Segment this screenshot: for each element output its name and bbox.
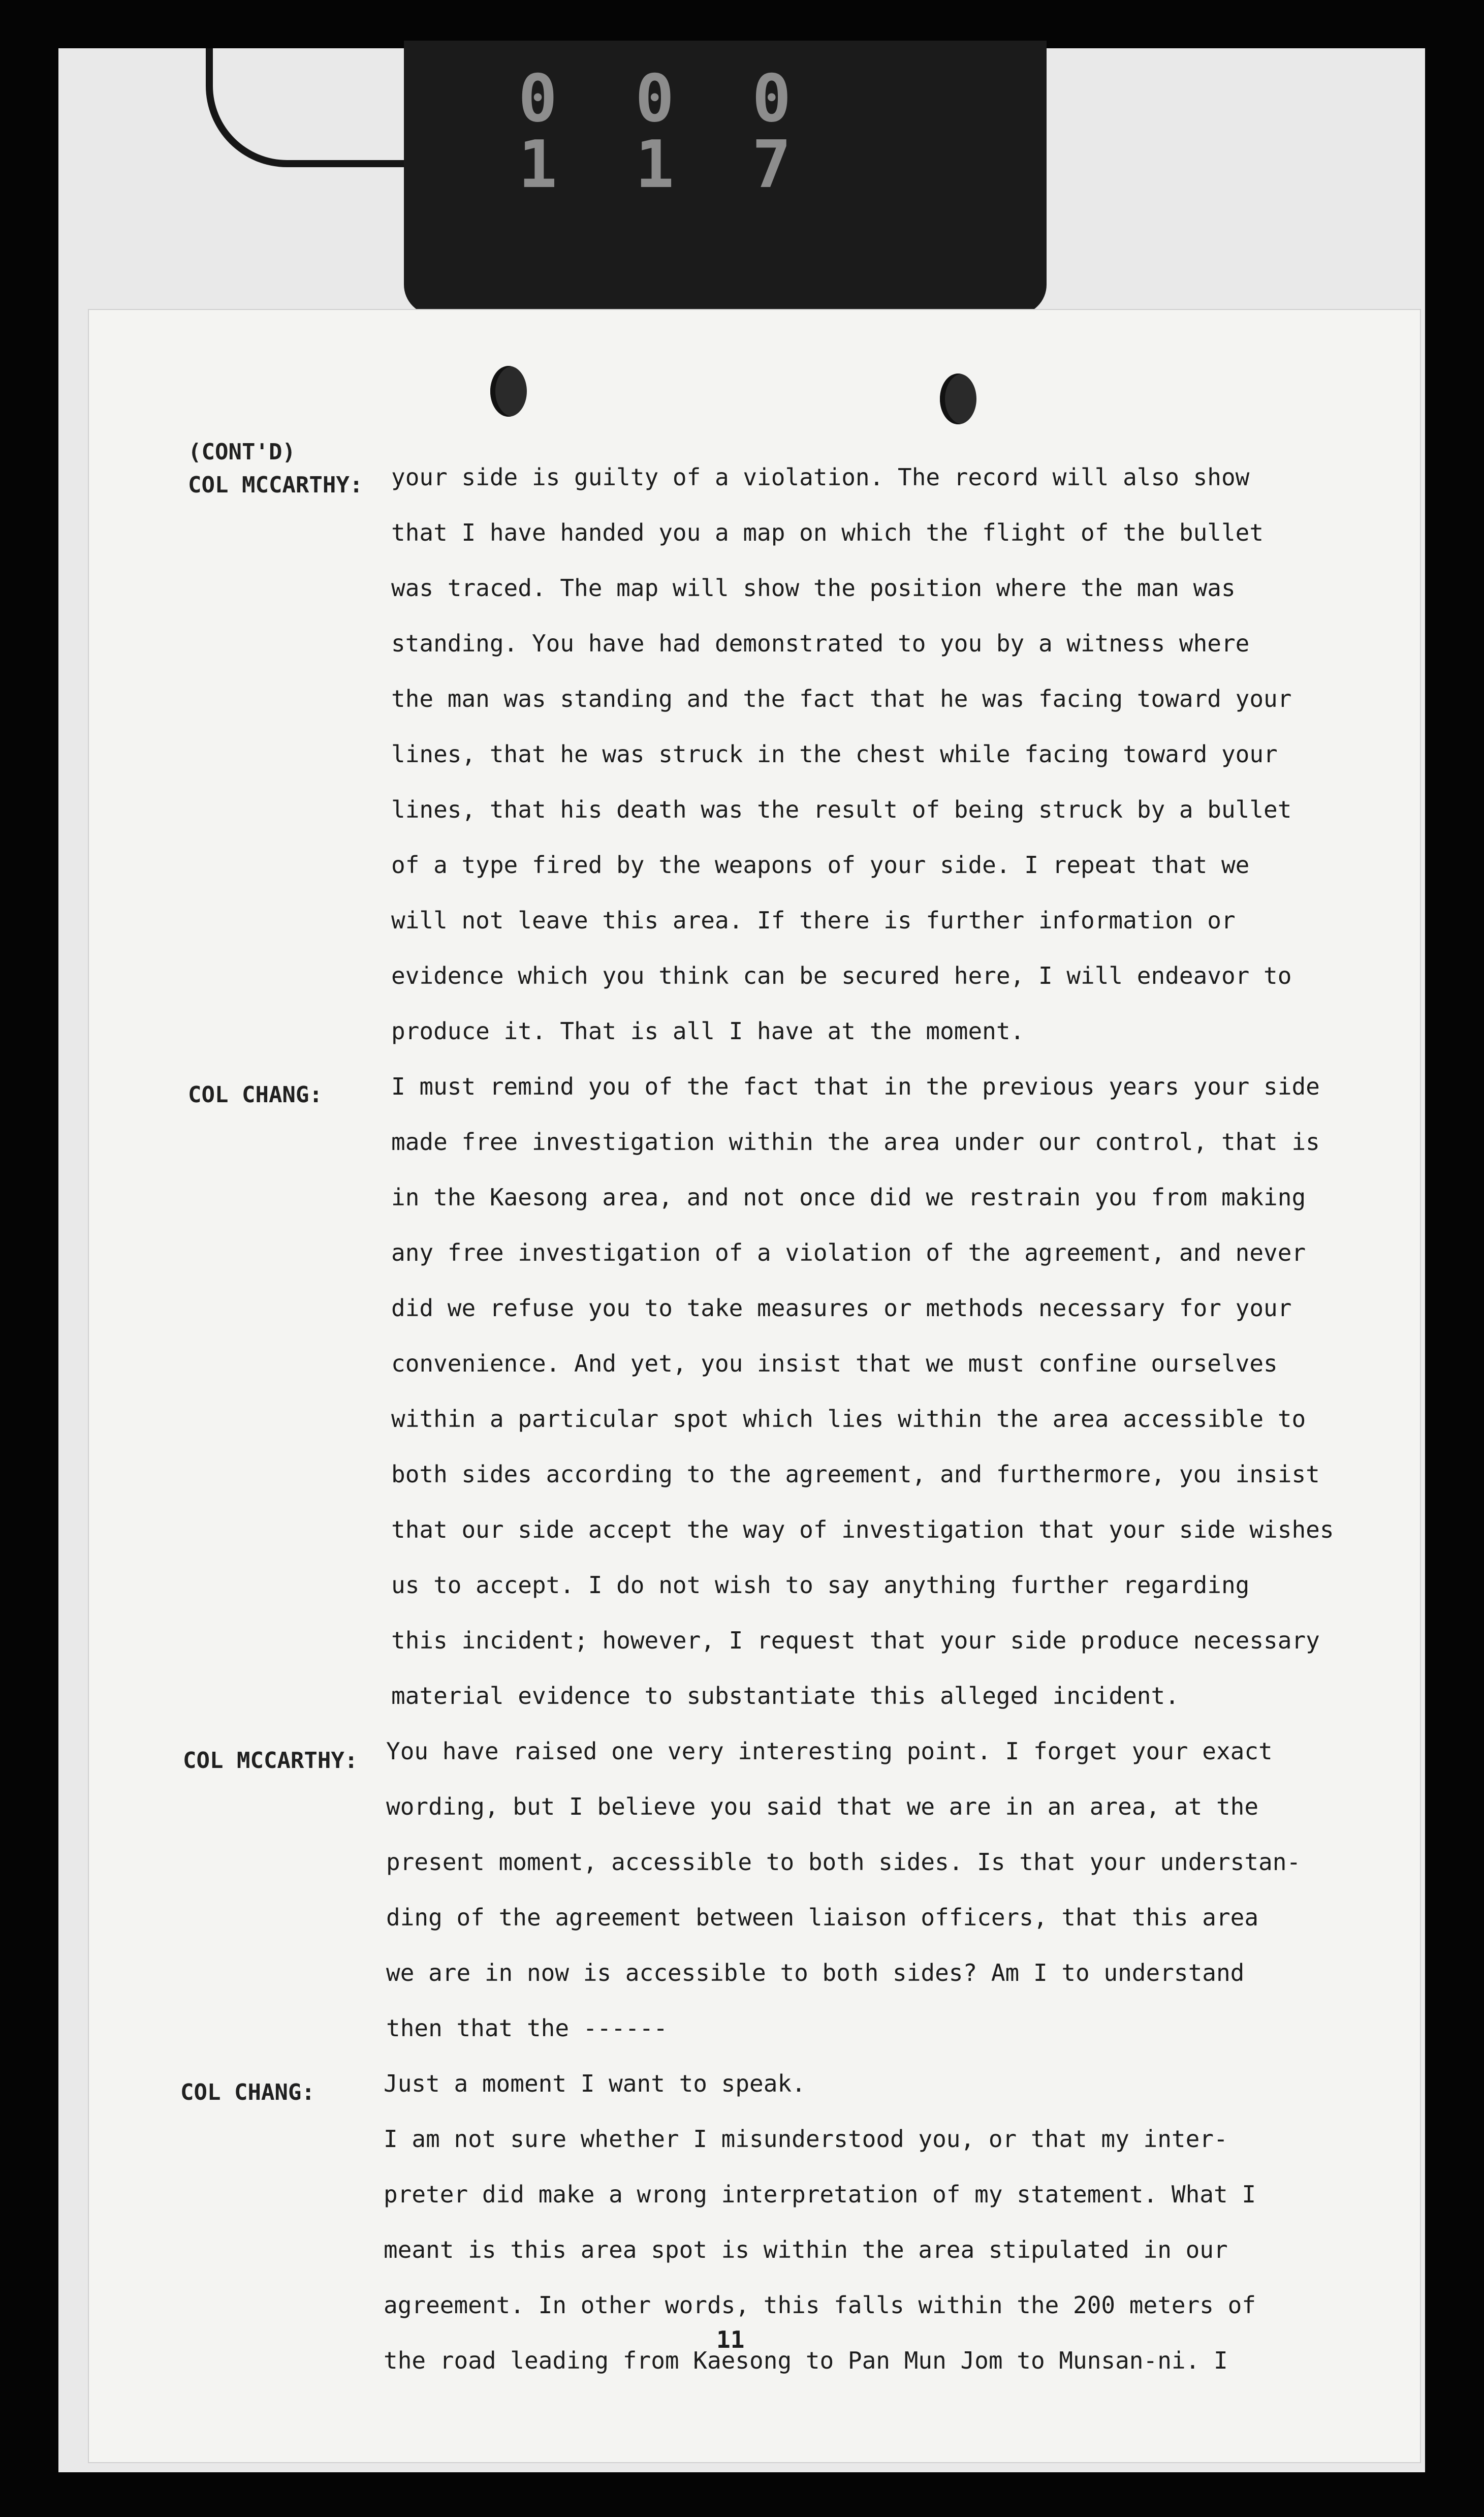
transcript-line: the man was standing and the fact that he was facing toward your: [391, 685, 1292, 712]
transcript-line: us to accept. I do not wish to say anything further regarding: [391, 1571, 1250, 1599]
transcript-line: that I have handed you a map on which the flight of the bullet: [391, 519, 1264, 546]
speaker-label: COL MCCARTHY:: [188, 472, 363, 498]
transcript-line: evidence which you think can be secured here, I will endeavor to: [391, 962, 1292, 989]
transcript-line: agreement. In other words, this falls within the 200 meters of: [384, 2291, 1256, 2319]
transcript-line: we are in now is accessible to both sides? Am I to understand: [386, 1959, 1245, 1986]
transcript-line: wording, but I believe you said that we are in an area, at the: [386, 1793, 1259, 1820]
transcript-line: made free investigation within the area under our control, that is: [391, 1128, 1320, 1156]
continuation-marker: (CONT'D): [188, 439, 296, 465]
transcript-line: within a particular spot which lies within the area accessible to: [391, 1405, 1306, 1433]
transcript-line: present moment, accessible to both sides. Is that your understan-: [386, 1848, 1301, 1876]
transcript-line: material evidence to substantiate this alleged incident.: [391, 1682, 1179, 1710]
page-number: 11: [716, 2326, 745, 2353]
transcript-line: You have raised one very interesting point. I forget your exact: [386, 1737, 1273, 1765]
transcript-line: your side is guilty of a violation. The record will also show: [391, 463, 1250, 491]
transcript-line: convenience. And yet, you insist that we must confine ourselves: [391, 1350, 1278, 1377]
transcript-line: both sides according to the agreement, and furthermore, you insist: [391, 1461, 1320, 1488]
transcript-line: did we refuse you to take measures or methods necessary for your: [391, 1294, 1292, 1322]
transcript-line: then that the ------: [386, 2014, 668, 2042]
transcript-line: of a type fired by the weapons of your side. I repeat that we: [391, 851, 1250, 879]
transcript-line: lines, that his death was the result of being struck by a bullet: [391, 796, 1292, 823]
transcript-line: this incident; however, I request that your side produce necessary: [391, 1627, 1320, 1654]
transcript-line: standing. You have had demonstrated to you by a witness where: [391, 630, 1250, 657]
transcript-line: ding of the agreement between liaison officers, that this area: [386, 1904, 1259, 1931]
speaker-label: COL CHANG:: [180, 2079, 315, 2105]
transcript-line: preter did make a wrong interpretation of my statement. What I: [384, 2181, 1256, 2208]
transcript-line: meant is this area spot is within the area stipulated in our: [384, 2236, 1228, 2263]
punch-hole-left: [490, 366, 527, 417]
clip-cable: [206, 48, 426, 167]
transcript-line: will not leave this area. If there is further information or: [391, 907, 1236, 934]
transcript-line: was traced. The map will show the position where the man was: [391, 574, 1236, 602]
transcript-line: lines, that he was struck in the chest while facing toward your: [391, 740, 1278, 768]
speaker-label: COL CHANG:: [188, 1082, 323, 1108]
transcript-line: produce it. That is all I have at the moment.: [391, 1017, 1025, 1045]
transcript-line: Just a moment I want to speak.: [384, 2070, 806, 2097]
typed-page: [89, 310, 1420, 2462]
transcript-line: I am not sure whether I misunderstood you, or that my inter-: [384, 2125, 1228, 2153]
transcript-line: that our side accept the way of investigation that your side wishes: [391, 1516, 1334, 1543]
transcript-line: the road leading from Kaesong to Pan Mun Jom to Munsan-ni. I: [384, 2347, 1228, 2374]
transcript-line: any free investigation of a violation of the agreement, and never: [391, 1239, 1306, 1266]
transcript-line: I must remind you of the fact that in the previous years your side: [391, 1073, 1320, 1100]
frame-counter: 0 0 0 1 1 7: [518, 61, 811, 203]
speaker-label: COL MCCARTHY:: [183, 1748, 358, 1774]
punch-hole-right: [940, 374, 976, 424]
transcript-line: in the Kaesong area, and not once did we restrain you from making: [391, 1184, 1306, 1211]
